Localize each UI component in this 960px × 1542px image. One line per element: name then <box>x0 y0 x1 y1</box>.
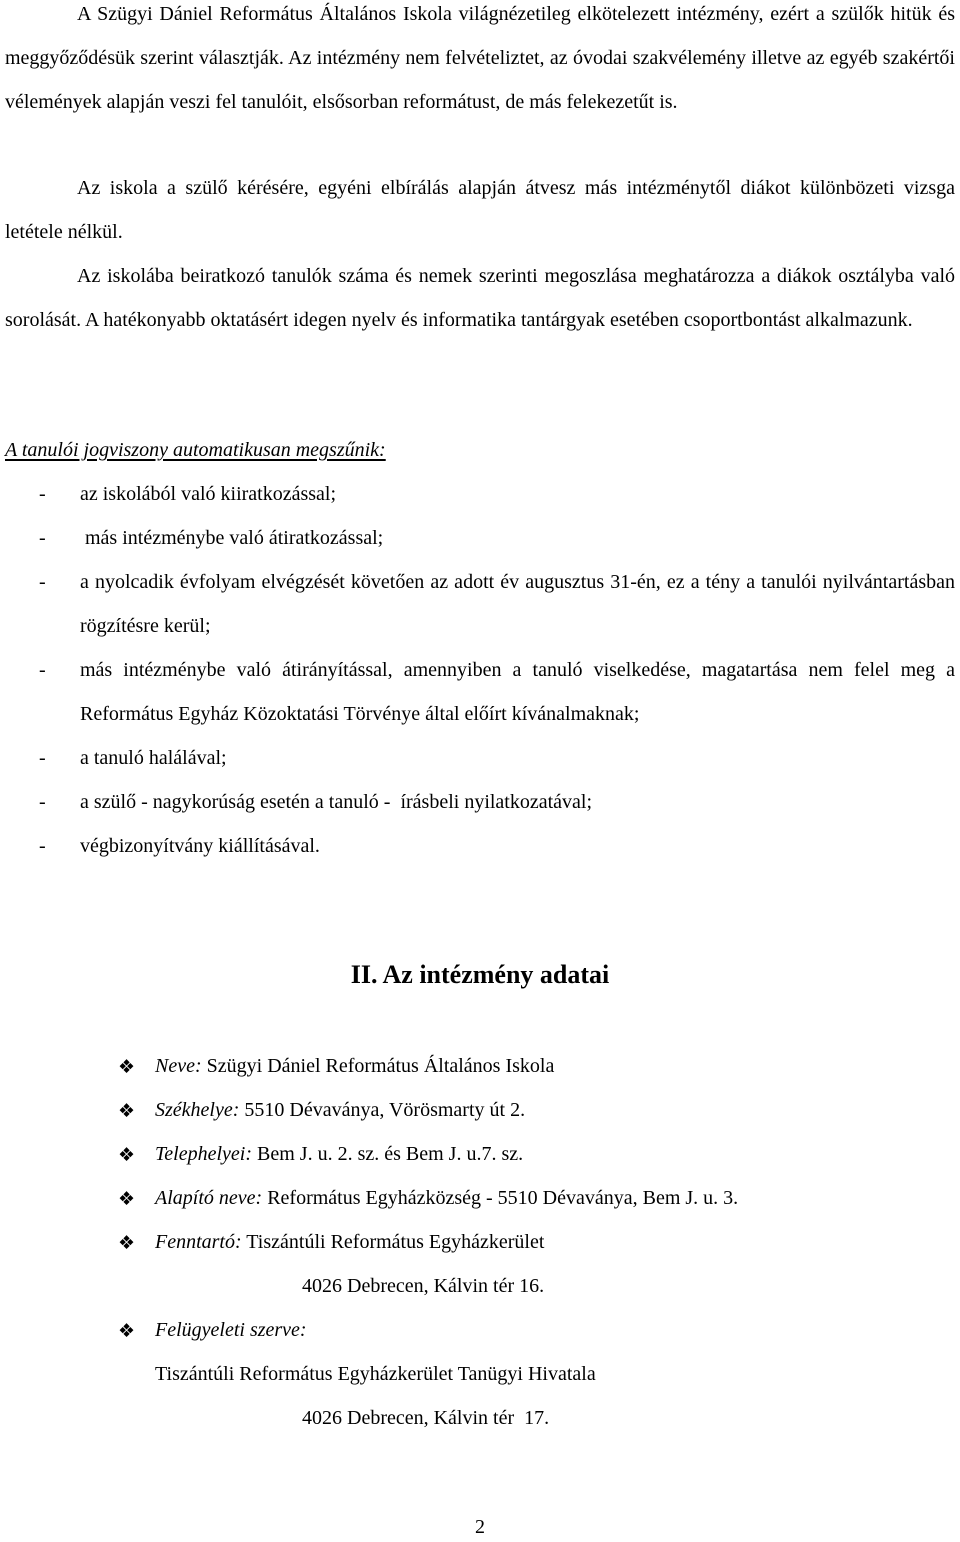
info-value: 5510 Dévaványa, Vörösmarty út 2. <box>239 1099 526 1121</box>
list-item <box>5 648 955 736</box>
info-item-name <box>118 1044 938 1088</box>
dash-marker: - <box>39 571 46 593</box>
intro-paragraph-class-grouping <box>5 254 955 342</box>
dash-marker: - <box>39 791 46 813</box>
termination-heading: A tanulói jogviszony automatikusan megszűnik: <box>5 439 386 461</box>
info-label: Fenntartó: <box>155 1231 242 1253</box>
list-item-text: más intézménybe való átiratkozással; <box>80 527 384 549</box>
diamond-four-icon: ❖ <box>118 1144 136 1166</box>
info-value: Bem J. u. 2. sz. és Bem J. u.7. sz. <box>252 1143 524 1165</box>
list-item <box>5 824 955 868</box>
intro-paragraph-text: A Szügyi Dániel Református Általános Iskola világnézetileg elkötelezett intézmény, ezért a szülők hitük és meggyőződésük szerint választják. Az intézmény nem felvételiztet, az óvodai szakvélemény illetve az egyéb szakértői vélemények alapján veszi fel tanulóit, elsősorban reformátust, de más felekezetűt is. <box>5 3 955 113</box>
list-item <box>5 780 955 824</box>
diamond-four-icon: ❖ <box>118 1056 136 1078</box>
info-item-founder <box>118 1176 938 1220</box>
info-label: Székhelye: <box>155 1099 240 1121</box>
info-label: Felügyeleti szerve: <box>155 1319 307 1341</box>
diamond-four-icon: ❖ <box>118 1188 136 1210</box>
diamond-four-icon: ❖ <box>118 1100 136 1122</box>
list-item-text: a szülő - nagykorúság esetén a tanuló - írásbeli nyilatkozatával; <box>80 791 593 813</box>
info-value: Református Egyházközség - 5510 Dévaványa, Bem J. u. 3. <box>262 1187 739 1209</box>
info-item-headquarters <box>118 1088 938 1132</box>
institution-data-list <box>118 1044 938 1440</box>
diamond-four-icon: ❖ <box>118 1232 136 1254</box>
list-item-text: más intézménybe való átirányítással, amennyiben a tanuló viselkedése, magatartása nem felel meg a Református Egyház Közoktatási Törvénye által előírt kívánalmaknak; <box>80 659 955 725</box>
page-number: 2 <box>475 1516 485 1538</box>
info-label: Alapító neve: <box>155 1187 263 1209</box>
dash-marker: - <box>39 483 46 505</box>
info-item-sites <box>118 1132 938 1176</box>
info-value: Szügyi Dániel Református Általános Iskola <box>201 1055 555 1077</box>
info-label: Telephelyei: <box>155 1143 253 1165</box>
intro-paragraph-admission-policy <box>5 0 955 124</box>
info-item-maintainer <box>118 1220 938 1308</box>
list-item-text: végbizonyítvány kiállításával. <box>80 835 320 857</box>
list-item-text: a tanuló halálával; <box>80 747 227 769</box>
termination-list <box>5 472 955 868</box>
info-value: Tiszántúli Református Egyházkerület <box>241 1231 545 1253</box>
info-label: Neve: <box>155 1055 202 1077</box>
intro-paragraph-transfer <box>5 166 955 254</box>
list-item-text: az iskolából való kiiratkozással; <box>80 483 337 505</box>
list-item <box>5 736 955 780</box>
dash-marker: - <box>39 747 46 769</box>
dash-marker: - <box>39 659 46 681</box>
list-item <box>5 472 955 516</box>
list-item-text: a nyolcadik évfolyam elvégzését követően az adott év augusztus 31-én, ez a tény a tanulói nyilvántartásban rögzítésre kerül; <box>80 571 955 637</box>
section-title: II. Az intézmény adatai <box>350 960 610 989</box>
list-item <box>5 560 955 648</box>
diamond-four-icon: ❖ <box>118 1320 136 1342</box>
info-address: 4026 Debrecen, Kálvin tér 16. <box>302 1275 545 1297</box>
list-item <box>5 516 955 560</box>
info-supervisor-name: Tiszántúli Református Egyházkerület Tanügyi Hivatala <box>155 1363 596 1385</box>
intro-paragraph-text: Az iskolába beiratkozó tanulók száma és nemek szerinti megoszlása meghatározza a diákok osztályba való sorolását. A hatékonyabb oktatásért idegen nyelv és informatika tantárgyak esetében csoportbontást alkalmazunk. <box>5 265 955 331</box>
info-address: 4026 Debrecen, Kálvin tér 17. <box>302 1407 550 1429</box>
intro-paragraph-text: Az iskola a szülő kérésére, egyéni elbírálás alapján átvesz más intézménytől diákot különbözeti vizsga letétele nélkül. <box>5 177 955 243</box>
info-item-supervisor <box>118 1308 938 1440</box>
dash-marker: - <box>39 527 46 549</box>
dash-marker: - <box>39 835 46 857</box>
